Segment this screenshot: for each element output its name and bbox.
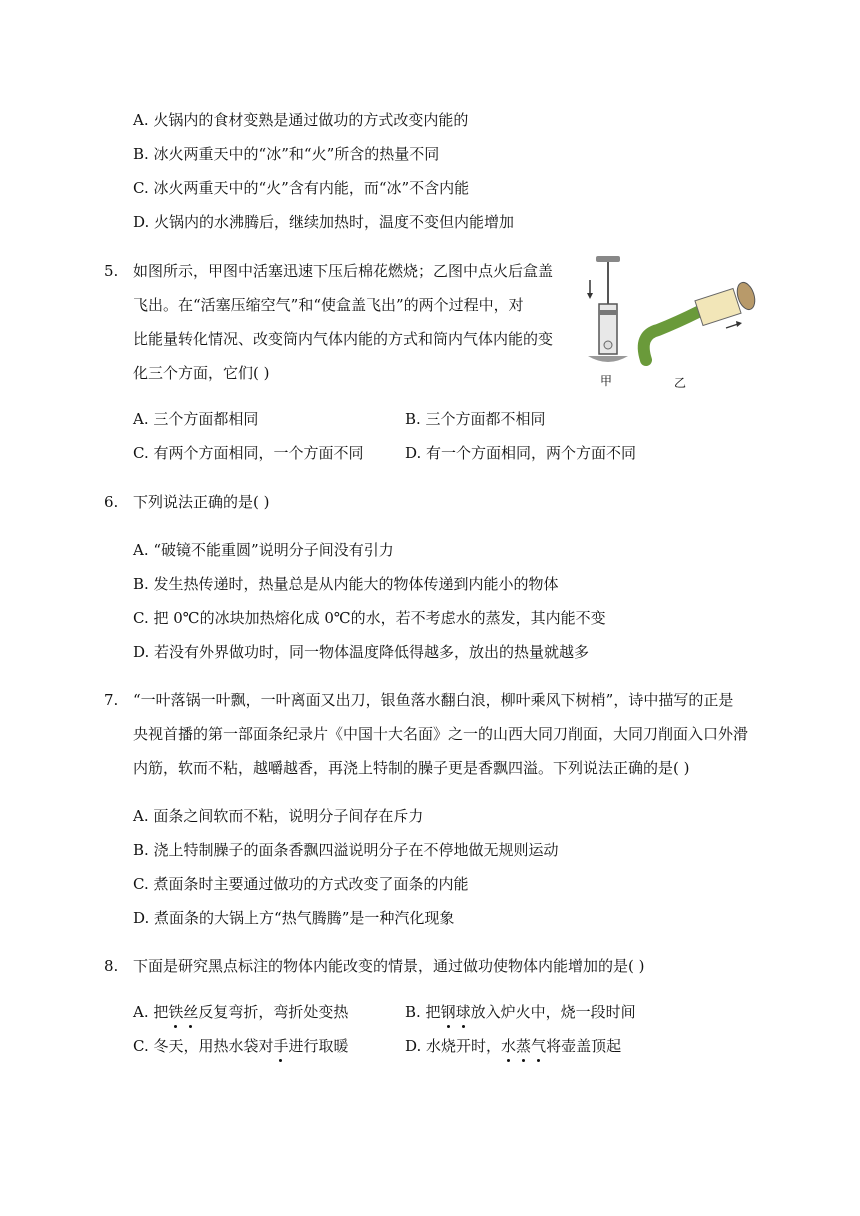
q6-number: 6. xyxy=(104,493,119,511)
q8-option-c-before: C. 冬天，用热水袋对 xyxy=(133,1037,274,1055)
q7-number: 7. xyxy=(104,691,119,709)
emphasis-dot-char: 丝 xyxy=(183,1003,199,1021)
q4-option-c: C. 冰火两重天中的“火”含有内能，而“冰”不含内能 xyxy=(133,179,470,197)
q7-stem-line-2: 央视首播的第一部面条纪录片《中国十大名面》之一的山西大同刀削面，大同刀削面入口外滑 xyxy=(133,725,749,743)
q7-stem-line-3: 内筋，软而不粘，越嚼越香，再浇上特制的臊子更是香飘四溢。下列说法正确的是( ) xyxy=(133,759,690,777)
piston-and-box-illustration xyxy=(578,250,768,390)
q5-figure xyxy=(578,250,768,390)
emphasis-dot-char: 球 xyxy=(455,1003,471,1021)
emphasis-dot-char: 手 xyxy=(273,1037,289,1055)
q8-option-b xyxy=(405,1002,636,1022)
figure-label-right: 乙 xyxy=(674,376,687,390)
q8-option-c xyxy=(133,1036,349,1056)
q8-option-a-after: 反复弯折，弯折处变热 xyxy=(198,1003,349,1021)
q8-stem: 下面是研究黑点标注的物体内能改变的情景，通过做功使物体内能增加的是( ) xyxy=(133,957,645,975)
q5-option-a: A. 三个方面都相同 xyxy=(133,410,259,428)
emphasis-dot-char: 气 xyxy=(531,1037,547,1055)
q7-option-c: C. 煮面条时主要通过做功的方式改变了面条的内能 xyxy=(133,875,469,893)
q5-option-d: D. 有一个方面相同，两个方面不同 xyxy=(405,444,637,462)
q8-option-b-after: 放入炉火中，烧一段时间 xyxy=(470,1003,636,1021)
q5-option-c: C. 有两个方面相同，一个方面不同 xyxy=(133,444,364,462)
q6-option-b: B. 发生热传递时，热量总是从内能大的物体传递到内能小的物体 xyxy=(133,575,559,593)
q8-option-b-before: B. 把 xyxy=(405,1003,441,1021)
q8-option-d-before: D. 水烧开时， xyxy=(405,1037,502,1055)
q8-option-a xyxy=(133,1002,348,1022)
q8-option-c-after: 进行取暖 xyxy=(288,1037,349,1055)
q4-option-b: B. 冰火两重天中的“冰”和“火”所含的热量不同 xyxy=(133,145,440,163)
emphasis-dot-char: 铁 xyxy=(168,1003,184,1021)
q8-option-d-after: 将壶盖顶起 xyxy=(546,1037,622,1055)
q5-stem-line-2: 飞出。在“活塞压缩空气”和“使盒盖飞出”的两个过程中，对 xyxy=(133,296,524,314)
q6-option-a: A. “破镜不能重圆”说明分子间没有引力 xyxy=(133,541,394,559)
q7-option-b: B. 浇上特制臊子的面条香飘四溢说明分子在不停地做无规则运动 xyxy=(133,841,559,859)
q4-option-a: A. 火锅内的食材变熟是通过做功的方式改变内能的 xyxy=(133,111,469,129)
q7-option-a: A. 面条之间软而不粘，说明分子间存在斥力 xyxy=(133,807,424,825)
q5-stem-line-4: 化三个方面，它们( ) xyxy=(133,364,270,382)
q8-option-c-marked xyxy=(273,1037,288,1055)
q8-option-a-marked xyxy=(168,1003,198,1021)
q5-stem-line-3: 比能量转化情况、改变筒内气体内能的方式和筒内气体内能的变 xyxy=(133,330,554,348)
emphasis-dot-char: 蒸 xyxy=(516,1037,532,1055)
emphasis-dot-char: 水 xyxy=(501,1037,517,1055)
q5-stem-line-1: 如图所示，甲图中活塞迅速下压后棉花燃烧；乙图中点火后盒盖 xyxy=(133,262,554,280)
q4-option-d: D. 火锅内的水沸腾后，继续加热时，温度不变但内能增加 xyxy=(133,213,515,231)
emphasis-dot-char: 钢 xyxy=(440,1003,456,1021)
q6-option-d: D. 若没有外界做功时，同一物体温度降低得越多，放出的热量就越多 xyxy=(133,643,590,661)
q8-option-b-marked xyxy=(441,1003,471,1021)
q8-option-a-before: A. 把 xyxy=(133,1003,169,1021)
q8-number: 8. xyxy=(104,957,119,975)
figure-label-left: 甲 xyxy=(600,374,613,388)
q7-option-d: D. 煮面条的大锅上方“热气腾腾”是一种汽化现象 xyxy=(133,909,455,927)
q8-option-d xyxy=(405,1036,621,1056)
q6-stem: 下列说法正确的是( ) xyxy=(133,493,270,511)
q6-option-c: C. 把 0℃的冰块加热熔化成 0℃的水，若不考虑水的蒸发，其内能不变 xyxy=(133,609,606,627)
q5-number: 5. xyxy=(104,262,119,280)
q8-option-d-marked xyxy=(501,1037,546,1055)
q7-stem-line-1: “一叶落锅一叶飘，一叶离面又出刀，银鱼落水翻白浪，柳叶乘风下树梢”，诗中描写的正是 xyxy=(133,691,734,709)
q5-option-b: B. 三个方面都不相同 xyxy=(405,410,546,428)
